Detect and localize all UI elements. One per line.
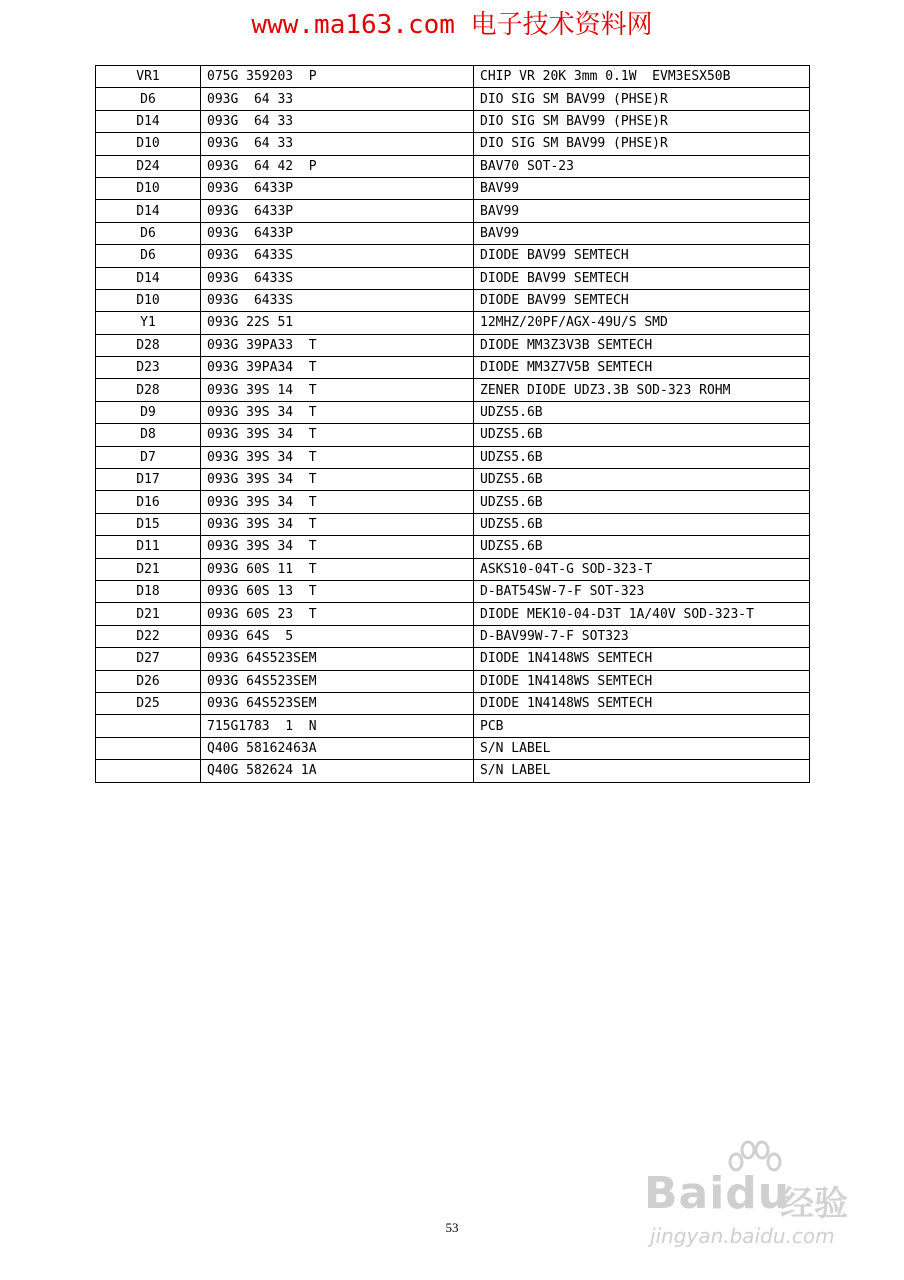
ref-cell: D15 xyxy=(96,513,201,535)
ref-cell: D14 xyxy=(96,200,201,222)
table-row xyxy=(96,334,810,356)
part-number-cell: 093G 6433S xyxy=(201,267,474,289)
ref-cell: D27 xyxy=(96,648,201,670)
part-number-cell: 075G 359203 P xyxy=(201,66,474,88)
table-row xyxy=(96,670,810,692)
ref-cell: D10 xyxy=(96,133,201,155)
part-number-cell: 093G 39S 34 T xyxy=(201,424,474,446)
part-number-cell: 093G 39S 34 T xyxy=(201,469,474,491)
table-row xyxy=(96,737,810,759)
description-cell: CHIP VR 20K 3mm 0.1W EVM3ESX50B xyxy=(474,66,810,88)
table-row xyxy=(96,267,810,289)
table-row xyxy=(96,177,810,199)
description-cell: D-BAT54SW-7-F SOT-323 xyxy=(474,580,810,602)
description-cell: ZENER DIODE UDZ3.3B SOD-323 ROHM xyxy=(474,379,810,401)
table-row xyxy=(96,558,810,580)
table-row xyxy=(96,133,810,155)
table-row xyxy=(96,66,810,88)
part-number-cell: 093G 39S 34 T xyxy=(201,536,474,558)
ref-cell: D28 xyxy=(96,379,201,401)
table-row xyxy=(96,625,810,647)
table-row xyxy=(96,357,810,379)
ref-cell xyxy=(96,760,201,782)
part-number-cell: 093G 6433P xyxy=(201,200,474,222)
watermark-logo: Baidu xyxy=(644,1168,791,1219)
table-row xyxy=(96,491,810,513)
parts-list-table xyxy=(95,65,810,783)
part-number-cell: 093G 6433P xyxy=(201,177,474,199)
part-number-cell: 093G 39PA34 T xyxy=(201,357,474,379)
ref-cell: D21 xyxy=(96,558,201,580)
description-cell: DIODE MM3Z7V5B SEMTECH xyxy=(474,357,810,379)
ref-cell: D21 xyxy=(96,603,201,625)
description-cell: UDZS5.6B xyxy=(474,491,810,513)
part-number-cell: 093G 39S 34 T xyxy=(201,401,474,423)
ref-cell: D14 xyxy=(96,110,201,132)
ref-cell: Y1 xyxy=(96,312,201,334)
part-number-cell: 093G 22S 51 xyxy=(201,312,474,334)
description-cell: 12MHZ/20PF/AGX-49U/S SMD xyxy=(474,312,810,334)
description-cell: DIODE 1N4148WS SEMTECH xyxy=(474,692,810,714)
part-number-cell: 093G 64S523SEM xyxy=(201,670,474,692)
table-row xyxy=(96,312,810,334)
ref-cell: D25 xyxy=(96,692,201,714)
table-row xyxy=(96,88,810,110)
part-number-cell: 093G 64 33 xyxy=(201,88,474,110)
table-row xyxy=(96,648,810,670)
description-cell: UDZS5.6B xyxy=(474,401,810,423)
description-cell: DIODE 1N4148WS SEMTECH xyxy=(474,648,810,670)
part-number-cell: 093G 39S 34 T xyxy=(201,513,474,535)
part-number-cell: 093G 60S 11 T xyxy=(201,558,474,580)
ref-cell: D14 xyxy=(96,267,201,289)
part-number-cell: 093G 6433P xyxy=(201,222,474,244)
site-header-title: www.ma163.com 电子技术资料网 xyxy=(251,10,653,40)
description-cell: DIODE MM3Z3V3B SEMTECH xyxy=(474,334,810,356)
description-cell: S/N LABEL xyxy=(474,760,810,782)
ref-cell xyxy=(96,715,201,737)
part-number-cell: 093G 39PA33 T xyxy=(201,334,474,356)
part-number-cell: Q40G 58162463A xyxy=(201,737,474,759)
parts-list-body xyxy=(96,66,810,783)
description-cell: DIODE BAV99 SEMTECH xyxy=(474,289,810,311)
ref-cell: D28 xyxy=(96,334,201,356)
description-cell: UDZS5.6B xyxy=(474,424,810,446)
ref-cell: D11 xyxy=(96,536,201,558)
part-number-cell: 093G 6433S xyxy=(201,245,474,267)
description-cell: UDZS5.6B xyxy=(474,513,810,535)
table-row xyxy=(96,289,810,311)
part-number-cell: 093G 64 42 P xyxy=(201,155,474,177)
ref-cell: D18 xyxy=(96,580,201,602)
table-row xyxy=(96,245,810,267)
baidu-watermark xyxy=(640,1140,870,1260)
ref-cell: D8 xyxy=(96,424,201,446)
description-cell: DIO SIG SM BAV99 (PHSE)R xyxy=(474,88,810,110)
part-number-cell: 093G 60S 13 T xyxy=(201,580,474,602)
table-row xyxy=(96,603,810,625)
description-cell: BAV99 xyxy=(474,222,810,244)
part-number-cell: 093G 39S 34 T xyxy=(201,446,474,468)
ref-cell: D16 xyxy=(96,491,201,513)
part-number-cell: 093G 39S 14 T xyxy=(201,379,474,401)
part-number-cell: 093G 64S523SEM xyxy=(201,648,474,670)
ref-cell: D17 xyxy=(96,469,201,491)
page-number: 53 xyxy=(445,1220,459,1235)
table-row xyxy=(96,401,810,423)
description-cell: DIODE 1N4148WS SEMTECH xyxy=(474,670,810,692)
table-row xyxy=(96,424,810,446)
description-cell: DIODE BAV99 SEMTECH xyxy=(474,245,810,267)
description-cell: DIODE BAV99 SEMTECH xyxy=(474,267,810,289)
ref-cell: D10 xyxy=(96,289,201,311)
table-row xyxy=(96,715,810,737)
ref-cell: D10 xyxy=(96,177,201,199)
watermark-url: jingyan.baidu.com xyxy=(650,1224,835,1248)
table-row xyxy=(96,580,810,602)
ref-cell: D9 xyxy=(96,401,201,423)
ref-cell: D22 xyxy=(96,625,201,647)
ref-cell: D24 xyxy=(96,155,201,177)
table-row xyxy=(96,760,810,782)
part-number-cell: 715G1783 1 N xyxy=(201,715,474,737)
ref-cell: D6 xyxy=(96,245,201,267)
table-row xyxy=(96,155,810,177)
description-cell: UDZS5.6B xyxy=(474,536,810,558)
table-row xyxy=(96,379,810,401)
part-number-cell: 093G 60S 23 T xyxy=(201,603,474,625)
ref-cell: D6 xyxy=(96,222,201,244)
table-row xyxy=(96,222,810,244)
part-number-cell: 093G 6433S xyxy=(201,289,474,311)
ref-cell: D23 xyxy=(96,357,201,379)
table-row xyxy=(96,110,810,132)
description-cell: UDZS5.6B xyxy=(474,469,810,491)
part-number-cell: 093G 64S 5 xyxy=(201,625,474,647)
description-cell: BAV70 SOT-23 xyxy=(474,155,810,177)
description-cell: ASKS10-04T-G SOD-323-T xyxy=(474,558,810,580)
description-cell: UDZS5.6B xyxy=(474,446,810,468)
description-cell: PCB xyxy=(474,715,810,737)
description-cell: D-BAV99W-7-F SOT323 xyxy=(474,625,810,647)
table-row xyxy=(96,513,810,535)
table-row xyxy=(96,692,810,714)
part-number-cell: 093G 64 33 xyxy=(201,110,474,132)
table-row xyxy=(96,446,810,468)
part-number-cell: 093G 39S 34 T xyxy=(201,491,474,513)
table-row xyxy=(96,536,810,558)
ref-cell: D26 xyxy=(96,670,201,692)
description-cell: DIO SIG SM BAV99 (PHSE)R xyxy=(474,110,810,132)
description-cell: BAV99 xyxy=(474,177,810,199)
watermark-cn: 经验 xyxy=(780,1184,848,1224)
description-cell: DIO SIG SM BAV99 (PHSE)R xyxy=(474,133,810,155)
ref-cell: D6 xyxy=(96,88,201,110)
table-row xyxy=(96,200,810,222)
description-cell: S/N LABEL xyxy=(474,737,810,759)
ref-cell: VR1 xyxy=(96,66,201,88)
description-cell: DIODE MEK10-04-D3T 1A/40V SOD-323-T xyxy=(474,603,810,625)
part-number-cell: 093G 64 33 xyxy=(201,133,474,155)
part-number-cell: Q40G 582624 1A xyxy=(201,760,474,782)
table-row xyxy=(96,469,810,491)
description-cell: BAV99 xyxy=(474,200,810,222)
ref-cell xyxy=(96,737,201,759)
ref-cell: D7 xyxy=(96,446,201,468)
part-number-cell: 093G 64S523SEM xyxy=(201,692,474,714)
